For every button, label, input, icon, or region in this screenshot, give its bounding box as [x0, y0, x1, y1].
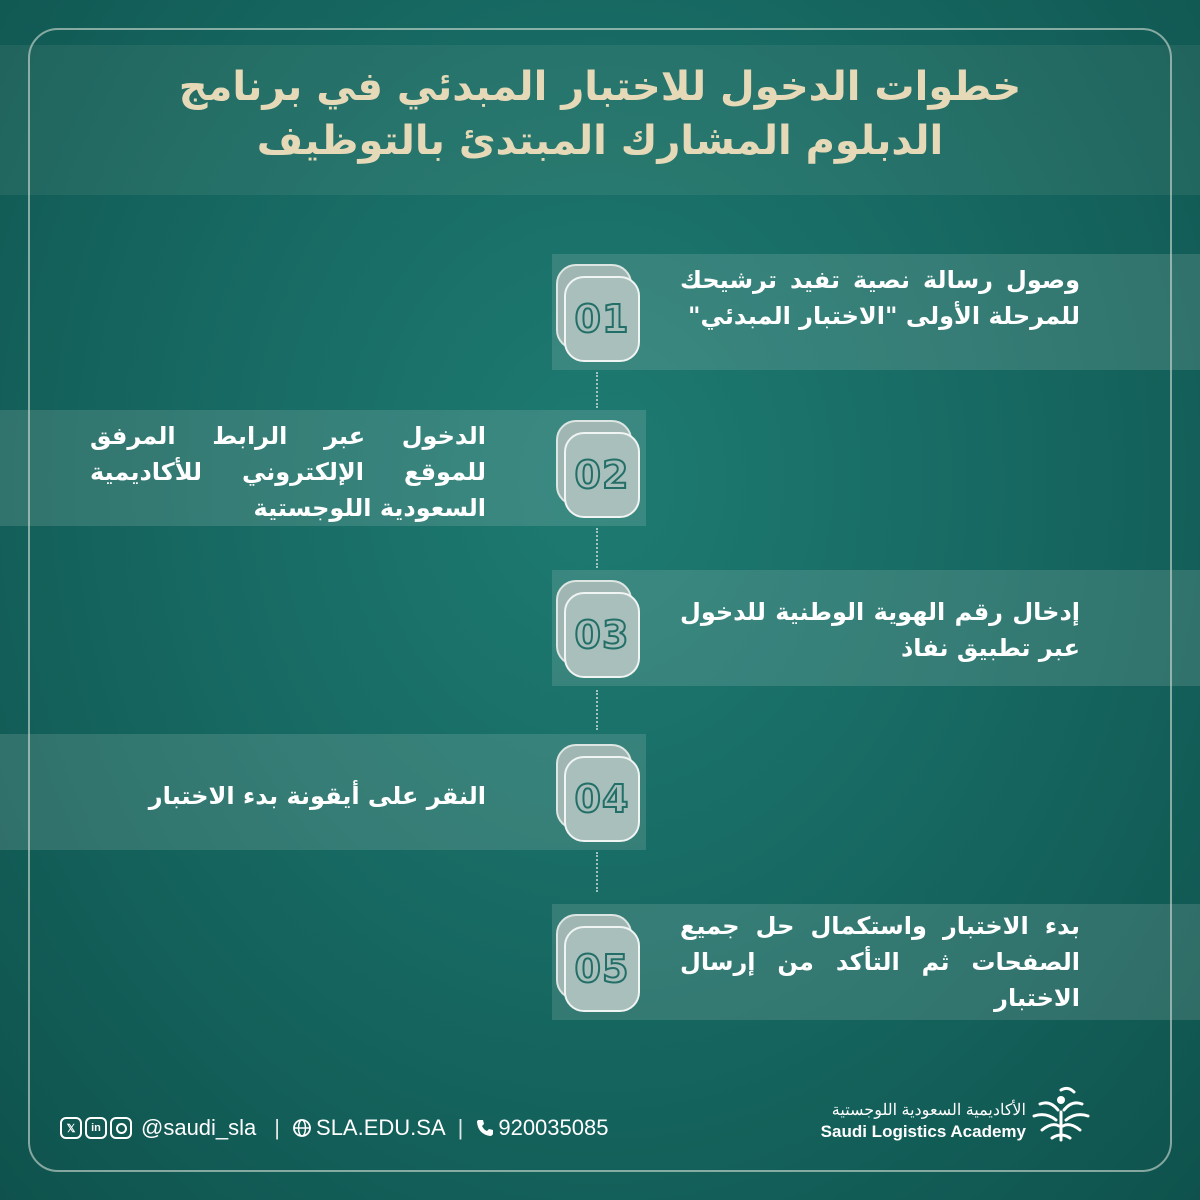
- title-line-1: خطوات الدخول للاختبار المبدئي في برنامج: [178, 64, 1022, 110]
- step-4-number: 04: [574, 777, 630, 821]
- title-line-2: الدبلوم المشارك المبتدئ بالتوظيف: [256, 118, 944, 164]
- separator: |: [274, 1115, 281, 1140]
- step-2-number: 02: [574, 453, 630, 497]
- step-3-text: إدخال رقم الهوية الوطنية للدخول عبر تطبيق نفاذ: [680, 598, 1080, 662]
- linkedin-icon[interactable]: in: [85, 1117, 107, 1139]
- instagram-icon[interactable]: [110, 1117, 132, 1139]
- connector-1: [596, 372, 598, 408]
- step-1-number: 01: [574, 297, 630, 341]
- step-2-text: الدخول عبر الرابط المرفق للموقع الإلكتروني للأكاديمية السعودية اللوجستية: [90, 422, 486, 522]
- phone-icon: [475, 1118, 495, 1138]
- step-4-badge: [556, 744, 634, 836]
- separator: |: [457, 1115, 464, 1140]
- step-5-badge: [556, 914, 634, 1006]
- connector-4: [596, 852, 598, 892]
- step-3-badge: [556, 580, 634, 672]
- step-2-badge: [556, 420, 634, 512]
- step-4-text: النقر على أيقونة بدء الاختبار: [148, 782, 486, 810]
- connector-2: [596, 528, 598, 568]
- globe-icon: [292, 1118, 312, 1138]
- step-1-text: وصول رسالة نصية تفيد ترشيحك للمرحلة الأولى "الاختبار المبدئي": [680, 266, 1080, 330]
- academy-logo-icon: [1028, 1082, 1094, 1144]
- social-handle[interactable]: @saudi_sla: [141, 1115, 257, 1140]
- x-icon[interactable]: 𝕏: [60, 1117, 82, 1139]
- step-3-number: 03: [574, 613, 630, 657]
- academy-logo-text: [821, 1100, 1026, 1142]
- phone-number[interactable]: 920035085: [498, 1115, 609, 1140]
- footer-contact: [60, 1108, 608, 1148]
- step-5-number: 05: [574, 947, 630, 991]
- logo-name-en: Saudi Logistics Academy: [820, 1122, 1026, 1141]
- logo-name-ar: الأكاديمية السعودية اللوجستية: [831, 1102, 1026, 1119]
- step-1-badge: [556, 264, 634, 356]
- step-5-text: بدء الاختبار واستكمال حل جميع الصفحات ثم التأكد من إرسال الاختبار: [680, 912, 1080, 1012]
- website-link[interactable]: SLA.EDU.SA: [316, 1115, 446, 1140]
- connector-3: [596, 690, 598, 730]
- page-title: [150, 60, 1050, 168]
